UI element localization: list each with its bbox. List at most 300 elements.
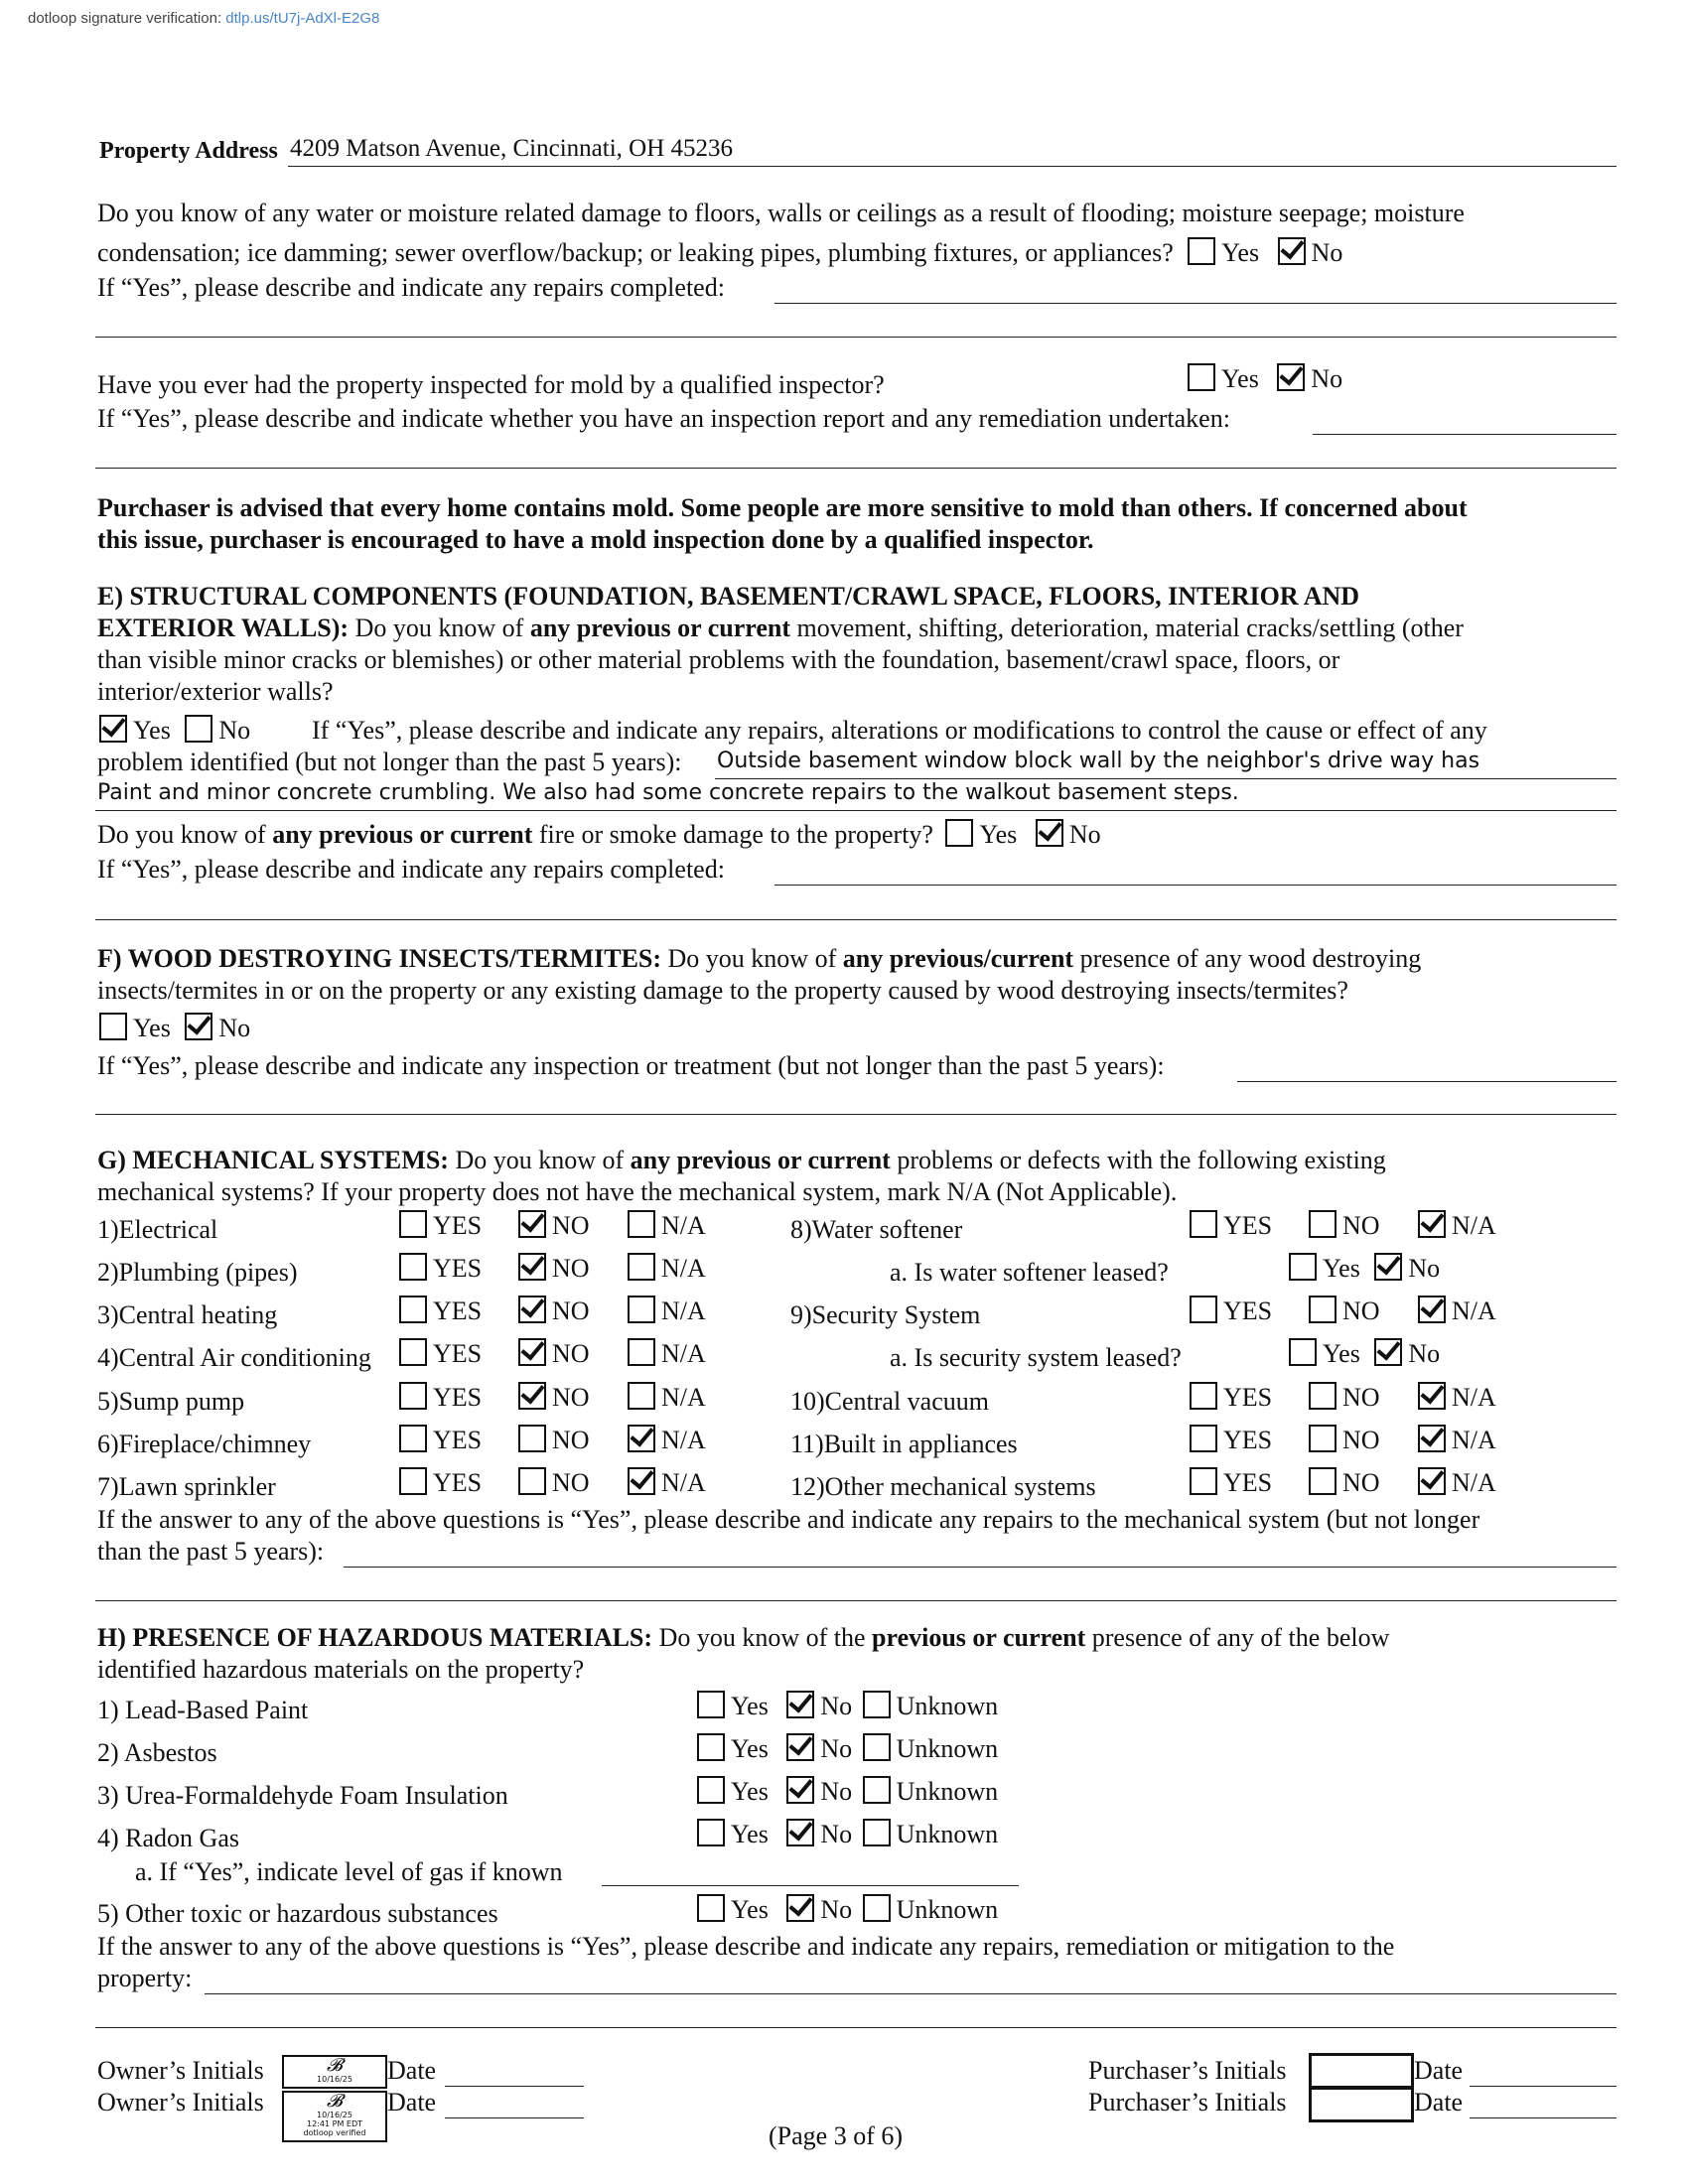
mech-8a-options: [1289, 1253, 1440, 1285]
no-label: No: [820, 1820, 853, 1848]
mech-8a-yes-checkbox[interactable]: [1289, 1253, 1317, 1281]
mech-left-na-5[interactable]: [628, 1382, 706, 1414]
wood-l1b: any previous/current: [842, 944, 1074, 973]
mech-4-na-checkbox[interactable]: [628, 1338, 655, 1366]
page-number: (Page 3 of 6): [769, 2121, 904, 2150]
mech-11-no-checkbox[interactable]: [1309, 1425, 1336, 1452]
mech-11-yes-checkbox[interactable]: [1190, 1425, 1217, 1452]
hazard-footer-line1: If the answer to any of the above questions is “Yes”, please describe and indicate any repairs, remediation or mitigation to the: [97, 1932, 1395, 1961]
mech-left-yes-2[interactable]: [399, 1253, 482, 1285]
mold-advisory-line1: Purchaser is advised that every home contains mold. Some people are more sensitive to mold than others. If concerned about: [97, 493, 1468, 522]
na-label: N/A: [1452, 1426, 1496, 1454]
purchaser-date-label-2: Date: [1414, 2088, 1464, 2116]
structural-yes-option[interactable]: [99, 715, 171, 747]
hazard-title: H) PRESENCE OF HAZARDOUS MATERIALS:: [97, 1623, 653, 1652]
hazard-radon-sub: a. If “Yes”, indicate level of gas if known: [135, 1857, 563, 1886]
yes-label: Yes: [731, 1777, 769, 1806]
mech-left-label-3: 3)Central heating: [97, 1300, 278, 1329]
structural-answer-underline2: [95, 810, 1617, 811]
mech-right-label-9: 9)Security System: [790, 1300, 981, 1329]
sig2-time: 12:41 PM EDT: [307, 2119, 362, 2128]
mech-9a-no[interactable]: [1374, 1338, 1440, 1370]
mechanical-describe-line: [344, 1567, 1617, 1568]
no-label: NO: [552, 1297, 590, 1325]
mech-12-na[interactable]: [1418, 1467, 1496, 1499]
wood-line1: [97, 943, 1421, 975]
fire-no-option[interactable]: [1036, 819, 1101, 851]
hazard-3-unknown-checkbox[interactable]: [863, 1776, 891, 1804]
section-divider: [95, 1114, 1617, 1115]
hazard-l1a: Do you know of the: [658, 1623, 866, 1652]
section-divider: [95, 919, 1617, 920]
mech-right-label-8: 8)Water softener: [790, 1215, 963, 1244]
fire-yes-label: Yes: [979, 820, 1018, 849]
yes-label: Yes: [1323, 1339, 1360, 1368]
yes-label: Yes: [1323, 1254, 1360, 1283]
mechanical-line2: mechanical systems? If your property does not have the mechanical system, mark N/A (Not Applicable).: [97, 1177, 1178, 1206]
mech-right-label-12: 12)Other mechanical systems: [790, 1472, 1096, 1501]
mech-8-no-checkbox[interactable]: [1309, 1210, 1336, 1238]
hazard-item-2: 2) Asbestos: [97, 1738, 217, 1767]
mech-9-na[interactable]: [1418, 1296, 1496, 1327]
hazard-item-4: 4) Radon Gas: [97, 1824, 239, 1852]
purchaser-date-line-1: [1470, 2086, 1617, 2087]
structural-answer-line1[interactable]: Outside basement window block wall by the neighbor's drive way has: [717, 749, 1480, 773]
hazard-line1: [97, 1622, 1389, 1654]
mech-2-na-checkbox[interactable]: [628, 1253, 655, 1281]
mech-left-na-7[interactable]: [628, 1467, 706, 1499]
hazard-4-no[interactable]: [786, 1819, 852, 1850]
mech-left-label-5: 5)Sump pump: [97, 1387, 245, 1416]
owner-date-line-1: [445, 2086, 584, 2087]
fire-yes-option[interactable]: [945, 819, 1017, 851]
mech-2-no-checkbox[interactable]: [518, 1253, 546, 1281]
yes-label: YES: [433, 1254, 483, 1283]
owner-date-label-1: Date: [387, 2056, 437, 2085]
structural-describe-line2: problem identified (but not longer than the past 5 years):: [97, 748, 682, 776]
mech-11-no[interactable]: [1309, 1425, 1380, 1456]
mech-right-label-9a: a. Is security system leased?: [890, 1343, 1182, 1372]
na-label: N/A: [661, 1468, 706, 1497]
mech-10-yes-checkbox[interactable]: [1190, 1382, 1217, 1410]
hazard-options-2: [697, 1733, 998, 1765]
mech-left-no-6[interactable]: [518, 1425, 590, 1456]
yes-label: YES: [1223, 1426, 1273, 1454]
unknown-label: Unknown: [896, 1734, 999, 1763]
hazard-l1b: previous or current: [872, 1623, 1086, 1652]
na-label: N/A: [661, 1211, 706, 1240]
fire-no-checkbox[interactable]: [1036, 819, 1063, 847]
hazard-5-yes[interactable]: [697, 1894, 769, 1926]
mold-no-label: No: [1311, 364, 1343, 393]
mold-yes-option[interactable]: [1188, 363, 1259, 395]
structural-describe-line1: If “Yes”, please describe and indicate any repairs, alterations or modifications to control the cause or effect of any: [312, 716, 1487, 745]
mech-3-yes-checkbox[interactable]: [399, 1296, 427, 1323]
mech-left-yes-3[interactable]: [399, 1296, 482, 1327]
verification-label: dotloop signature verification:: [28, 10, 222, 27]
mech-3-no-checkbox[interactable]: [518, 1296, 546, 1323]
structural-title: E) STRUCTURAL COMPONENTS (FOUNDATION, BASEMENT/CRAWL SPACE, FLOORS, INTERIOR AND: [97, 582, 1360, 611]
owner-initials-box-2[interactable]: [282, 2091, 387, 2142]
mech-10-na-checkbox[interactable]: [1418, 1382, 1446, 1410]
structural-line2: [97, 613, 1464, 644]
hazard-item-3: 3) Urea-Formaldehyde Foam Insulation: [97, 1781, 508, 1810]
mech-5-na-checkbox[interactable]: [628, 1382, 655, 1410]
hazard-1-unknown-checkbox[interactable]: [863, 1691, 891, 1718]
na-label: N/A: [1452, 1383, 1496, 1412]
mech-8-na-checkbox[interactable]: [1418, 1210, 1446, 1238]
yes-label: YES: [433, 1426, 483, 1454]
hazard-1-no[interactable]: [786, 1691, 852, 1722]
property-address-line: [288, 166, 1617, 167]
structural-answer-underline1: [715, 778, 1617, 779]
no-label: NO: [552, 1254, 590, 1283]
mech-right-label-11: 11)Built in appliances: [790, 1430, 1018, 1458]
no-label: No: [820, 1895, 853, 1924]
hazard-4-unknown[interactable]: [863, 1819, 999, 1850]
no-label: NO: [1342, 1468, 1380, 1497]
mech-7-yes-checkbox[interactable]: [399, 1467, 427, 1495]
mold-yes-label: Yes: [1221, 364, 1259, 393]
structural-yes-checkbox[interactable]: [99, 715, 127, 743]
structural-no-label: No: [218, 716, 251, 745]
mech-9a-options: [1289, 1338, 1440, 1370]
hazard-4-no-checkbox[interactable]: [786, 1819, 814, 1846]
mech-9-yes-checkbox[interactable]: [1190, 1296, 1217, 1323]
yes-label: YES: [1223, 1468, 1273, 1497]
yes-label: Yes: [731, 1895, 769, 1924]
hazard-1-yes[interactable]: [697, 1691, 769, 1722]
hazard-options-4: [697, 1819, 998, 1850]
hazard-3-yes-checkbox[interactable]: [697, 1776, 725, 1804]
no-label: NO: [1342, 1297, 1380, 1325]
mech-9a-no-checkbox[interactable]: [1374, 1338, 1402, 1366]
yes-label: Yes: [731, 1692, 769, 1720]
hazard-3-no-checkbox[interactable]: [786, 1776, 814, 1804]
structural-no-checkbox[interactable]: [185, 715, 212, 743]
mech-1-na-checkbox[interactable]: [628, 1210, 655, 1238]
mech-left-no-4[interactable]: [518, 1338, 590, 1370]
water-no-checkbox[interactable]: [1278, 237, 1306, 265]
mech-12-yes[interactable]: [1190, 1467, 1272, 1499]
hazard-4-yes[interactable]: [697, 1819, 769, 1850]
no-label: No: [820, 1692, 853, 1720]
no-label: NO: [552, 1211, 590, 1240]
purchaser-initials-label-1: Purchaser’s Initials: [1088, 2056, 1287, 2085]
sig2-date: 10/16/25: [317, 2111, 352, 2119]
mech-12-no-checkbox[interactable]: [1309, 1467, 1336, 1495]
mech-1-yes-checkbox[interactable]: [399, 1210, 427, 1238]
hazard-item-1: 1) Lead-Based Paint: [97, 1696, 309, 1724]
hazard-item-5: 5) Other toxic or hazardous substances: [97, 1899, 498, 1928]
mech-8-no[interactable]: [1309, 1210, 1380, 1242]
mech-11-yes[interactable]: [1190, 1425, 1272, 1456]
hazard-5-no-checkbox[interactable]: [786, 1894, 814, 1922]
sig1-date: 10/16/25: [317, 2075, 352, 2084]
mechanical-line1: [97, 1145, 1386, 1176]
mold-no-option[interactable]: [1277, 363, 1342, 395]
mech-9a-yes[interactable]: [1289, 1338, 1360, 1370]
mechanical-l1b: any previous or current: [630, 1146, 891, 1174]
na-label: N/A: [661, 1426, 706, 1454]
unknown-label: Unknown: [896, 1692, 999, 1720]
purchaser-initials-label-2: Purchaser’s Initials: [1088, 2088, 1287, 2116]
hazard-2-yes[interactable]: [697, 1733, 769, 1765]
purchaser-date-line-2: [1470, 2117, 1617, 2118]
mold-no-checkbox[interactable]: [1277, 363, 1305, 391]
mech-left-yes-6[interactable]: [399, 1425, 482, 1456]
verification-link[interactable]: dtlp.us/tU7j-AdXl-E2G8: [225, 10, 380, 27]
structural-line4: interior/exterior walls?: [97, 677, 334, 706]
mech-8-na[interactable]: [1418, 1210, 1496, 1242]
wood-no-option[interactable]: [185, 1013, 250, 1044]
hazard-footer-line2: property:: [97, 1964, 193, 1992]
section-divider: [95, 337, 1617, 338]
mech-left-yes-1[interactable]: [399, 1210, 482, 1242]
mech-10-yes[interactable]: [1190, 1382, 1272, 1414]
mech-9-no[interactable]: [1309, 1296, 1380, 1327]
water-no-option[interactable]: [1278, 237, 1343, 269]
mech-left-no-1[interactable]: [518, 1210, 590, 1242]
yes-label: YES: [1223, 1297, 1273, 1325]
wood-yes-label: Yes: [133, 1014, 171, 1042]
unknown-label: Unknown: [896, 1820, 999, 1848]
mold-yes-checkbox[interactable]: [1188, 363, 1215, 391]
mech-left-na-2[interactable]: [628, 1253, 706, 1285]
mechanical-l1a: Do you know of: [455, 1146, 625, 1174]
yes-label: YES: [433, 1339, 483, 1368]
mech-left-label-7: 7)Lawn sprinkler: [97, 1472, 276, 1501]
wood-title: F) WOOD DESTROYING INSECTS/TERMITES:: [97, 944, 662, 973]
hazard-5-yes-checkbox[interactable]: [697, 1894, 725, 1922]
owner-initials-label-1: Owner’s Initials: [97, 2056, 264, 2085]
purchaser-date-label-1: Date: [1414, 2056, 1464, 2085]
hazard-2-yes-checkbox[interactable]: [697, 1733, 725, 1761]
mech-4-yes-checkbox[interactable]: [399, 1338, 427, 1366]
no-label: No: [820, 1777, 853, 1806]
mech-right-label-10: 10)Central vacuum: [790, 1387, 989, 1416]
no-label: No: [820, 1734, 853, 1763]
hazard-describe-line: [205, 1993, 1617, 1994]
no-label: NO: [1342, 1383, 1380, 1412]
mech-2-yes-checkbox[interactable]: [399, 1253, 427, 1281]
sig2-verified: dotloop verified: [303, 2128, 366, 2137]
fire-describe-line: [774, 885, 1617, 886]
property-address-value: 4209 Matson Avenue, Cincinnati, OH 45236: [290, 135, 734, 162]
hazard-2-no[interactable]: [786, 1733, 852, 1765]
purchaser-initials-box-1[interactable]: [1309, 2053, 1414, 2089]
wood-l1a: Do you know of: [667, 944, 837, 973]
purchaser-initials-box-2[interactable]: [1309, 2087, 1414, 2122]
mech-left-yes-4[interactable]: [399, 1338, 482, 1370]
hazard-1-yes-checkbox[interactable]: [697, 1691, 725, 1718]
fire-qa: Do you know of: [97, 820, 266, 849]
mech-left-yes-5[interactable]: [399, 1382, 482, 1414]
hazard-line2: identified hazardous materials on the property?: [97, 1655, 585, 1684]
hazard-1-unknown[interactable]: [863, 1691, 999, 1722]
yes-label: YES: [433, 1468, 483, 1497]
mech-6-yes-checkbox[interactable]: [399, 1425, 427, 1452]
mech-left-no-7[interactable]: [518, 1467, 590, 1499]
no-label: NO: [552, 1426, 590, 1454]
structural-title-cont: EXTERIOR WALLS):: [97, 614, 350, 642]
owner-initials-box-1[interactable]: [282, 2055, 387, 2089]
structural-options: [99, 715, 250, 747]
no-label: NO: [552, 1468, 590, 1497]
verification-banner: [28, 10, 379, 27]
wood-describe-label: If “Yes”, please describe and indicate any inspection or treatment (but not longer than the past 5 years):: [97, 1051, 1165, 1080]
mech-8a-no-checkbox[interactable]: [1374, 1253, 1402, 1281]
mech-12-yes-checkbox[interactable]: [1190, 1467, 1217, 1495]
mech-7-no-checkbox[interactable]: [518, 1467, 546, 1495]
yes-label: Yes: [731, 1820, 769, 1848]
no-label: No: [1408, 1254, 1441, 1283]
hazard-options-5: [697, 1894, 998, 1926]
no-label: NO: [552, 1339, 590, 1368]
mech-left-no-3[interactable]: [518, 1296, 590, 1327]
hazard-5-unknown[interactable]: [863, 1894, 999, 1926]
wood-yes-checkbox[interactable]: [99, 1013, 127, 1040]
mold-advisory-line2: this issue, purchaser is encouraged to have a mold inspection done by a qualified inspector.: [97, 525, 1094, 554]
water-question-line2: [97, 237, 1342, 269]
yes-label: YES: [1223, 1211, 1273, 1240]
wood-l1c: presence of any wood destroying: [1079, 944, 1422, 973]
mech-9-no-checkbox[interactable]: [1309, 1296, 1336, 1323]
mech-12-no[interactable]: [1309, 1467, 1380, 1499]
mech-left-yes-7[interactable]: [399, 1467, 482, 1499]
structural-no-option[interactable]: [185, 715, 250, 747]
hazard-2-unknown[interactable]: [863, 1733, 999, 1765]
wood-describe-line: [1237, 1081, 1617, 1082]
yes-label: YES: [433, 1383, 483, 1412]
mech-11-na[interactable]: [1418, 1425, 1496, 1456]
mech-7-na-checkbox[interactable]: [628, 1467, 655, 1495]
owner-initials-label-2: Owner’s Initials: [97, 2088, 264, 2116]
mech-4-no-checkbox[interactable]: [518, 1338, 546, 1366]
hazard-3-unknown[interactable]: [863, 1776, 999, 1808]
water-yes-label: Yes: [1221, 238, 1260, 267]
mech-6-na-checkbox[interactable]: [628, 1425, 655, 1452]
mech-left-na-3[interactable]: [628, 1296, 706, 1327]
fire-qb: any previous or current: [272, 820, 533, 849]
fire-describe-label: If “Yes”, please describe and indicate any repairs completed:: [97, 855, 725, 884]
wood-no-checkbox[interactable]: [185, 1013, 212, 1040]
water-describe-line: [774, 303, 1617, 304]
owner-date-label-2: Date: [387, 2088, 437, 2116]
mech-left-no-5[interactable]: [518, 1382, 590, 1414]
mech-left-label-6: 6)Fireplace/chimney: [97, 1430, 312, 1458]
mech-10-no-checkbox[interactable]: [1309, 1382, 1336, 1410]
mech-8-yes[interactable]: [1190, 1210, 1272, 1242]
mechanical-title: G) MECHANICAL SYSTEMS:: [97, 1146, 449, 1174]
wood-options: [99, 1013, 250, 1044]
mechanical-footer-line2: than the past 5 years):: [97, 1537, 325, 1566]
structural-l2c: movement, shifting, deterioration, material cracks/settling (other: [796, 614, 1464, 642]
water-yes-checkbox[interactable]: [1188, 237, 1215, 265]
hazard-l1c: presence of any of the below: [1091, 1623, 1390, 1652]
hazard-2-no-checkbox[interactable]: [786, 1733, 814, 1761]
mold-describe-label: If “Yes”, please describe and indicate whether you have an inspection report and any remediation undertaken:: [97, 404, 1230, 433]
structural-yes-label: Yes: [133, 716, 171, 745]
wood-yes-option[interactable]: [99, 1013, 171, 1044]
mold-describe-line: [1313, 434, 1617, 435]
mech-11-na-checkbox[interactable]: [1418, 1425, 1446, 1452]
mech-left-label-4: 4)Central Air conditioning: [97, 1343, 371, 1372]
initials-signature-1: 𝓑: [327, 2055, 343, 2076]
section-divider: [95, 2027, 1617, 2028]
wood-no-label: No: [218, 1014, 251, 1042]
hazard-5-unknown-checkbox[interactable]: [863, 1894, 891, 1922]
hazard-1-no-checkbox[interactable]: [786, 1691, 814, 1718]
na-label: N/A: [1452, 1297, 1496, 1325]
hazard-2-unknown-checkbox[interactable]: [863, 1733, 891, 1761]
na-label: N/A: [1452, 1211, 1496, 1240]
mech-left-na-1[interactable]: [628, 1210, 706, 1242]
mechanical-footer-line1: If the answer to any of the above questions is “Yes”, please describe and indicate any repairs to the mechanical system (but not longer: [97, 1505, 1480, 1534]
mech-1-no-checkbox[interactable]: [518, 1210, 546, 1238]
mech-9-yes[interactable]: [1190, 1296, 1272, 1327]
mech-3-na-checkbox[interactable]: [628, 1296, 655, 1323]
mech-9-na-checkbox[interactable]: [1418, 1296, 1446, 1323]
unknown-label: Unknown: [896, 1895, 999, 1924]
mech-left-label-2: 2)Plumbing (pipes): [97, 1258, 298, 1287]
fire-question: [97, 819, 1101, 851]
mech-8a-no[interactable]: [1374, 1253, 1440, 1285]
hazard-5-no[interactable]: [786, 1894, 852, 1926]
hazard-3-no[interactable]: [786, 1776, 852, 1808]
mech-12-na-checkbox[interactable]: [1418, 1467, 1446, 1495]
mech-6-no-checkbox[interactable]: [518, 1425, 546, 1452]
hazard-3-yes[interactable]: [697, 1776, 769, 1808]
yes-label: YES: [433, 1297, 483, 1325]
section-divider: [95, 1600, 1617, 1601]
hazard-radon-line: [602, 1885, 1019, 1886]
mech-9a-yes-checkbox[interactable]: [1289, 1338, 1317, 1366]
na-label: N/A: [661, 1297, 706, 1325]
structural-l2b: any previous or current: [529, 614, 790, 642]
mech-left-no-2[interactable]: [518, 1253, 590, 1285]
owner-date-line-2: [445, 2117, 584, 2118]
yes-label: YES: [433, 1211, 483, 1240]
unknown-label: Unknown: [896, 1777, 999, 1806]
hazard-4-unknown-checkbox[interactable]: [863, 1819, 891, 1846]
na-label: N/A: [661, 1339, 706, 1368]
no-label: NO: [552, 1383, 590, 1412]
fire-yes-checkbox[interactable]: [945, 819, 973, 847]
mech-10-no[interactable]: [1309, 1382, 1380, 1414]
no-label: NO: [1342, 1426, 1380, 1454]
mech-5-no-checkbox[interactable]: [518, 1382, 546, 1410]
mech-5-yes-checkbox[interactable]: [399, 1382, 427, 1410]
mechanical-l1c: problems or defects with the following existing: [897, 1146, 1386, 1174]
structural-answer-line2[interactable]: Paint and minor concrete crumbling. We also had some concrete repairs to the walkout basement steps.: [97, 780, 1239, 805]
wood-line2: insects/termites in or on the property or any existing damage to the property caused by wood destroying insects/termites?: [97, 976, 1348, 1005]
hazard-4-yes-checkbox[interactable]: [697, 1819, 725, 1846]
mech-8a-yes[interactable]: [1289, 1253, 1360, 1285]
na-label: N/A: [1452, 1468, 1496, 1497]
mech-8-yes-checkbox[interactable]: [1190, 1210, 1217, 1238]
na-label: N/A: [661, 1254, 706, 1283]
mech-left-na-4[interactable]: [628, 1338, 706, 1370]
mech-left-na-6[interactable]: [628, 1425, 706, 1456]
initials-signature-2: 𝓑: [327, 2091, 343, 2112]
water-yes-option[interactable]: [1188, 237, 1259, 269]
na-label: N/A: [661, 1383, 706, 1412]
yes-label: YES: [1223, 1383, 1273, 1412]
water-no-label: No: [1311, 238, 1343, 267]
mech-10-na[interactable]: [1418, 1382, 1496, 1414]
water-describe-label: If “Yes”, please describe and indicate any repairs completed:: [97, 273, 725, 302]
